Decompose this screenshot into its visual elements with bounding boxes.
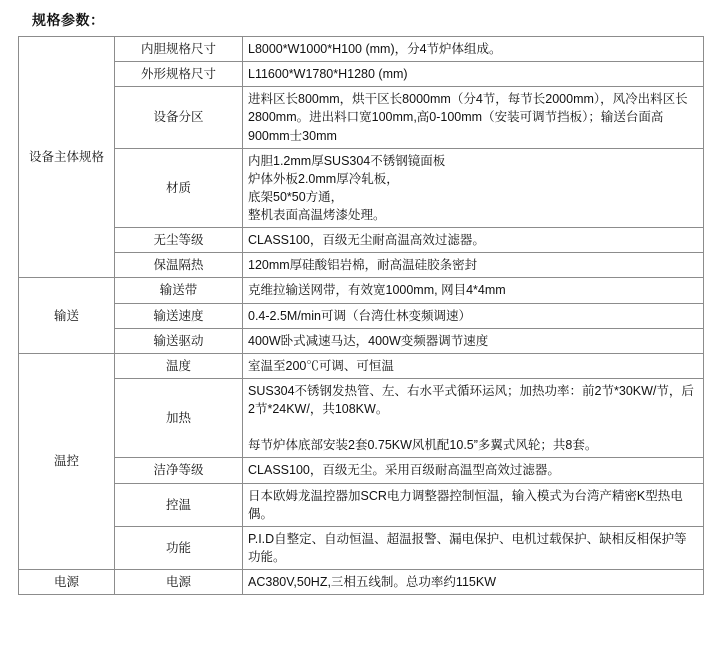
group-label-power-supply: 电源 (19, 570, 115, 595)
row-label: 输送驱动 (115, 328, 243, 353)
table-row (19, 353, 704, 378)
row-label: 材质 (115, 148, 243, 228)
table-row (19, 458, 704, 483)
row-value: L8000*W1000*H100 (mm)，分4节炉体组成。 (243, 37, 704, 62)
row-value: CLASS100，百级无尘。采用百级耐高温型高效过滤器。 (243, 458, 704, 483)
table-row (19, 483, 704, 526)
row-value: AC380V,50HZ,三相五线制。总功率约115KW (243, 570, 704, 595)
row-label: 无尘等级 (115, 228, 243, 253)
row-label: 设备分区 (115, 87, 243, 148)
row-value: L11600*W1780*H1280 (mm) (243, 62, 704, 87)
row-label: 功能 (115, 526, 243, 569)
row-label: 外形规格尺寸 (115, 62, 243, 87)
page-title: 规格参数： (32, 12, 105, 28)
row-label: 温度 (115, 353, 243, 378)
row-label: 电源 (115, 570, 243, 595)
table-row (19, 378, 704, 458)
row-label: 洁净等级 (115, 458, 243, 483)
row-value: SUS304不锈钢发热管、左、右水平式循环运风；加热功率：前2节*30KW/节，后2节*24KW/，共108KW。 每节炉体底部安装2套0.75KW风机配10.5”多翼式风轮；共8套。 (243, 378, 704, 458)
row-value: 克维拉输送网带，有效宽1000mm, 网目4*4mm (243, 278, 704, 303)
row-value: 进料区长800mm，烘干区长8000mm（分4节，每节长2000mm），风冷出料区长2800mm。进出料口宽100mm,高0-100mm（安装可调节挡板）；输送台面高900mm士30mm (243, 87, 704, 148)
table-row (19, 62, 704, 87)
table-row (19, 278, 704, 303)
row-label: 输送带 (115, 278, 243, 303)
row-value: 室温至200℃可调、可恒温 (243, 353, 704, 378)
row-value: 0.4-2.5M/min可调（台湾仕林变频调速） (243, 303, 704, 328)
row-value: 400W卧式减速马达，400W变频器调节速度 (243, 328, 704, 353)
row-value: 内胆1.2mm厚SUS304不锈钢镜面板 炉体外板2.0mm厚冷轧板， 底架50*50方通， 整机表面高温烤漆处理。 (243, 148, 704, 228)
row-value: 日本欧姆龙温控器加SCR电力调整器控制恒温，输入模式为台湾产精密K型热电偶。 (243, 483, 704, 526)
specification-table (18, 36, 704, 595)
table-row (19, 228, 704, 253)
row-label: 输送速度 (115, 303, 243, 328)
group-label-equipment-body: 设备主体规格 (19, 37, 115, 278)
group-label-conveying: 输送 (19, 278, 115, 353)
table-row (19, 148, 704, 228)
row-label: 保温隔热 (115, 253, 243, 278)
row-label: 控温 (115, 483, 243, 526)
row-value: P.I.D自整定、自动恒温、超温报警、漏电保护、电机过载保护、缺相反相保护等功能。 (243, 526, 704, 569)
row-value: 120mm厚硅酸铝岩棉，耐高温硅胶条密封 (243, 253, 704, 278)
row-value: CLASS100，百级无尘耐高温高效过滤器。 (243, 228, 704, 253)
table-row (19, 570, 704, 595)
table-row (19, 328, 704, 353)
row-label: 内胆规格尺寸 (115, 37, 243, 62)
table-row (19, 253, 704, 278)
table-row (19, 303, 704, 328)
table-row (19, 37, 704, 62)
group-label-temperature-control: 温控 (19, 353, 115, 569)
table-row (19, 526, 704, 569)
table-row (19, 87, 704, 148)
row-label: 加热 (115, 378, 243, 458)
